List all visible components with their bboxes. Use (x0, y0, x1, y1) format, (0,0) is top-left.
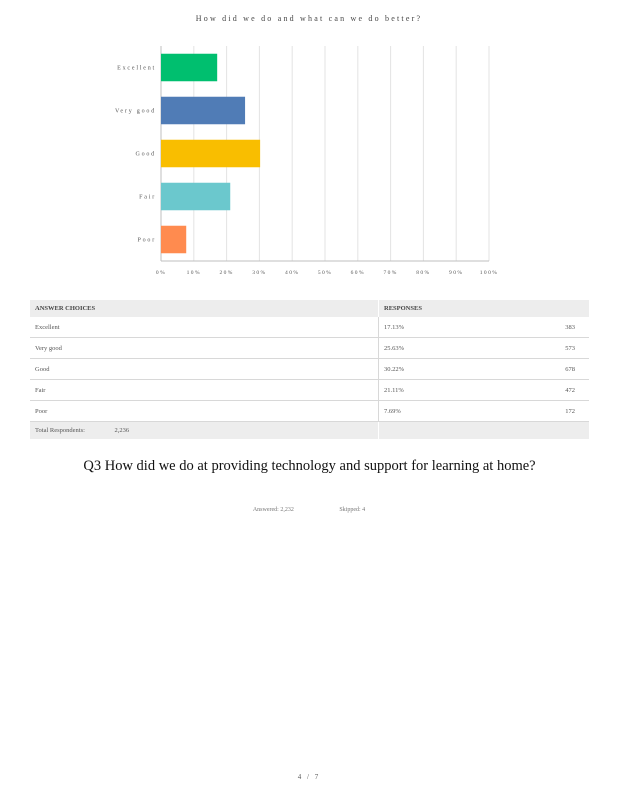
row-count: 383 (494, 317, 589, 338)
total-cell (30, 422, 379, 440)
row-percent: 21.11% (379, 380, 495, 401)
bar-poor (161, 226, 186, 254)
row-choice: Very good (30, 338, 379, 359)
table-row (30, 359, 589, 380)
answer-table (30, 300, 589, 439)
x-tick-label: 80% (416, 270, 431, 276)
header-responses: RESPONSES (379, 300, 590, 317)
x-tick-label: 30% (252, 270, 267, 276)
category-label: Excellent (117, 65, 156, 72)
bar-very-good (161, 97, 245, 125)
row-percent: 30.22% (379, 359, 495, 380)
row-count: 472 (494, 380, 589, 401)
header-answer-choices: ANSWER CHOICES (30, 300, 379, 317)
category-label: Poor (137, 237, 156, 244)
x-tick-label: 20% (219, 270, 234, 276)
category-label: Very good (114, 108, 156, 115)
row-percent: 17.13% (379, 317, 495, 338)
bar-excellent (161, 54, 217, 82)
row-percent: 25.63% (379, 338, 495, 359)
question-title: Q3 How did we do at providing technology and support for learning at home? (83, 458, 536, 474)
bar-fair (161, 183, 230, 211)
bar-chart (0, 0, 618, 290)
x-tick-label: 10% (186, 270, 201, 276)
skipped-count: Skipped: 4 (339, 507, 366, 513)
row-percent: 7.69% (379, 401, 495, 422)
row-choice: Fair (30, 380, 379, 401)
table-header-row (30, 300, 589, 317)
row-count: 678 (494, 359, 589, 380)
row-count: 172 (494, 401, 589, 422)
table-row (30, 317, 589, 338)
x-tick-label: 60% (350, 270, 365, 276)
row-choice: Poor (30, 401, 379, 422)
total-empty-cell (379, 422, 590, 440)
table-row (30, 338, 589, 359)
question-stats (0, 507, 618, 513)
page-number: 4 / 7 (297, 773, 321, 781)
total-label: Total Respondents: (35, 427, 85, 434)
table-row (30, 401, 589, 422)
row-count: 573 (494, 338, 589, 359)
x-tick-label: 90% (449, 270, 464, 276)
x-tick-label: 40% (285, 270, 300, 276)
total-row (30, 422, 589, 440)
total-value: 2,236 (114, 427, 130, 434)
table-row (30, 380, 589, 401)
answered-count: Answered: 2,232 (252, 507, 294, 513)
x-tick-label: 70% (383, 270, 398, 276)
row-choice: Excellent (30, 317, 379, 338)
x-tick-label: 100% (479, 270, 499, 276)
x-tick-label: 50% (317, 270, 333, 276)
chart-title: How did we do and what can we do better? (195, 14, 423, 23)
bar-good (161, 140, 260, 168)
x-tick-label: 0% (155, 270, 167, 276)
category-label: Good (135, 151, 156, 158)
row-choice: Good (30, 359, 379, 380)
category-label: Fair (139, 194, 156, 201)
